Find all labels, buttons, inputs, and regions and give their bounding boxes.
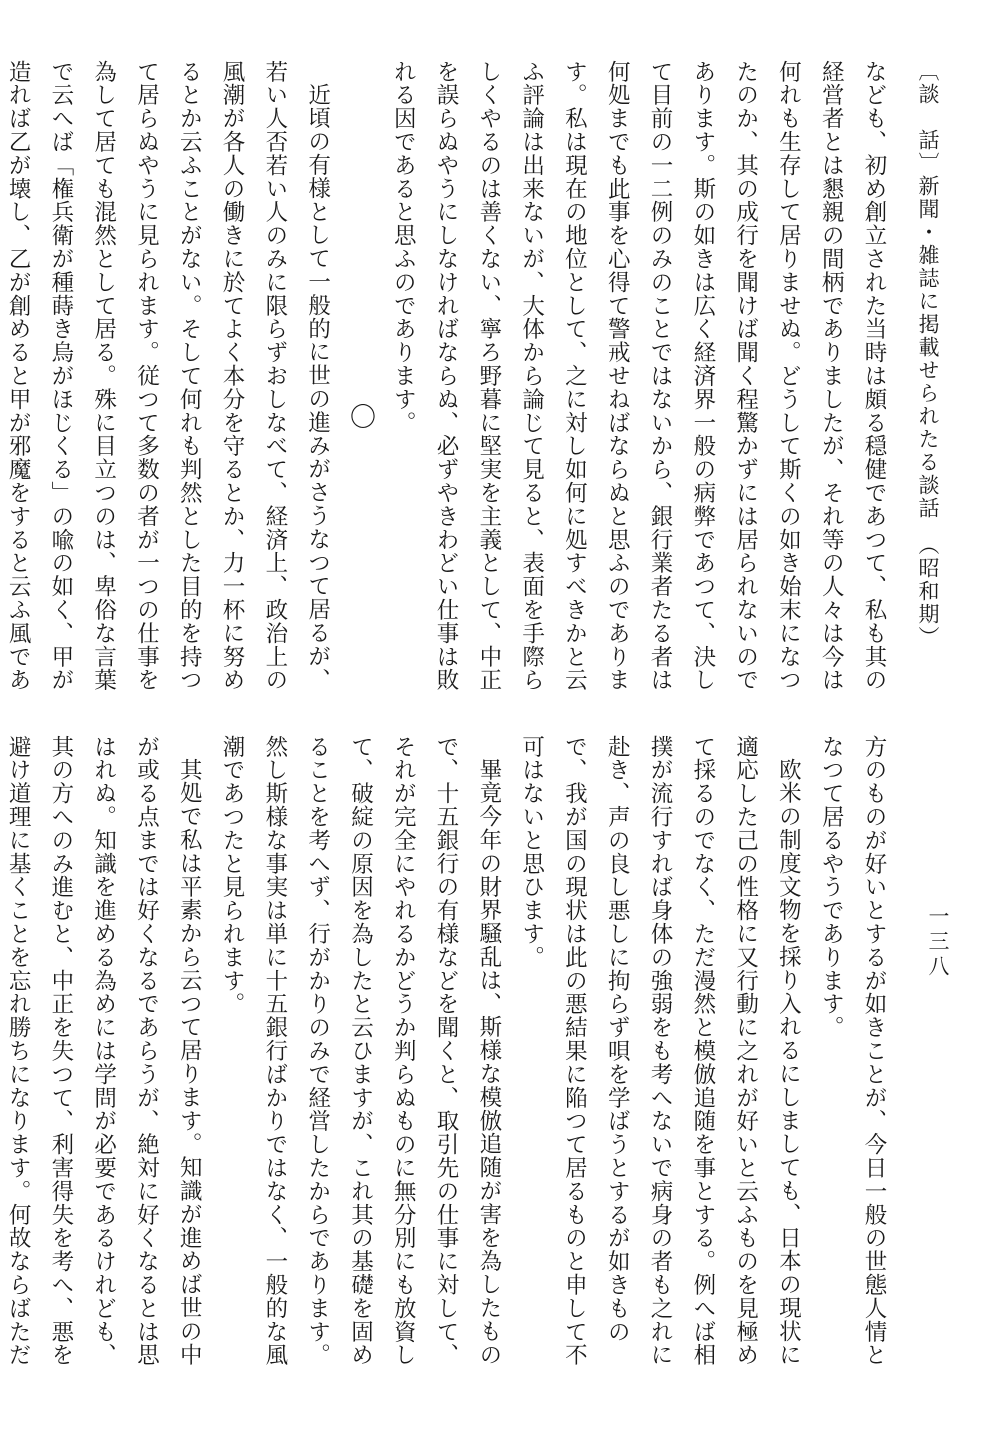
section-label: 〔談 話〕 [916, 60, 940, 175]
page-number: 一三八 [926, 905, 950, 980]
lower-text-column [5, 735, 895, 1367]
running-header [908, 60, 948, 649]
section-separator-circle: 〇 [345, 402, 376, 430]
paragraph: なども、初め創立された当時は頗る穏健であつて、私も其の経営者とは懇親の間柄でありましたが、それ等の人々は今は何れも生存して居りませぬ。どうして斯くの如き始末になつたのか、其の成行を聞けば聞く程驚かずには居られないのであります。斯の如きは広く経済界一般の病弊であつて、決して目前の一二例のみのことではないから、銀行業者たる者は何処までも此事を心得て警戒せねばならぬと思ふのであります。私は現在の地位として、之に対し如何に処すべきかと云ふ評論は出来ないが、大体から論じて見ると、表面を手際らしくやるのは善くない、寧ろ野暮に堅実を主義として、中正を誤らぬやうにしなければならぬ、必ずやきわどい仕事は敗れる因であると思ふのであります。 [390, 60, 887, 692]
paragraph: 方のものが好いとするが如きことが、今日一般の世態人情となつて居るやうであります。 [818, 735, 887, 1367]
paragraph: 近頃の有様として一般的に世の進みがさうなつて居るが、若い人否若い人のみに限らずおしなべて、経済上、政治上の風潮が各人の働きに於てよく本分を守るとか、力一杯に努めるとか云ふことがない。そして何れも判然とした目的を持つて居らぬやうに見られます。従つて多数の者が一つの仕事を為して居ても混然として居る。殊に目立つのは、卑俗な言葉で云へば「権兵衛が種蒔き烏がほじくる」の喩の如く、甲が造れば乙が壊し、乙が創めると甲が邪魔をすると云ふ風であ [5, 60, 331, 692]
header-title: 新聞・雑誌に掲載せられたる談話 [916, 175, 940, 520]
upper-text-column [5, 60, 895, 692]
paragraph: 欧米の制度文物を採り入れるにしましても、日本の現状に適応した己の性格に又行動に之れが好いと云ふものを見極めて採るのでなく、ただ漫然と模倣追随を事とする。例へば相撲が流行すれば身体の強弱をも考へないで病身の者も之れに赴き、声の良し悪しに拘らず唄を学ばうとするが如きもので、我が国の現状は此の悪結果に陥つて居るものと申して不可はないと思ひます。 [518, 735, 802, 1367]
paragraph: 畢竟今年の財界騒乱は、斯様な模倣追随が害を為したもので、十五銀行の有様などを聞くと、取引先の仕事に対して、それが完全にやれるかどうか判らぬものに無分別にも放資して、破綻の原因を為したと云ひますが、これ其の基礎を固めることを考へず、行がかりのみで経営したからであります。然し斯様な事実は単に十五銀行ばかりではなく、一般的な風潮であつたと見られます。 [219, 735, 502, 1367]
paragraph: 其処で私は平素から云つて居ります。知識が進めば世の中が或る点までは好くなるであらうが、絶対に好くなるとは思はれぬ。知識を進める為めには学問が必要であるけれども、其の方へのみ進むと、中正を失つて、利害得失を考へ、悪を避け道理に基くことを忘れ勝ちになります。何故ならばただ [5, 735, 203, 1367]
header-period: （昭和期） [916, 534, 940, 649]
